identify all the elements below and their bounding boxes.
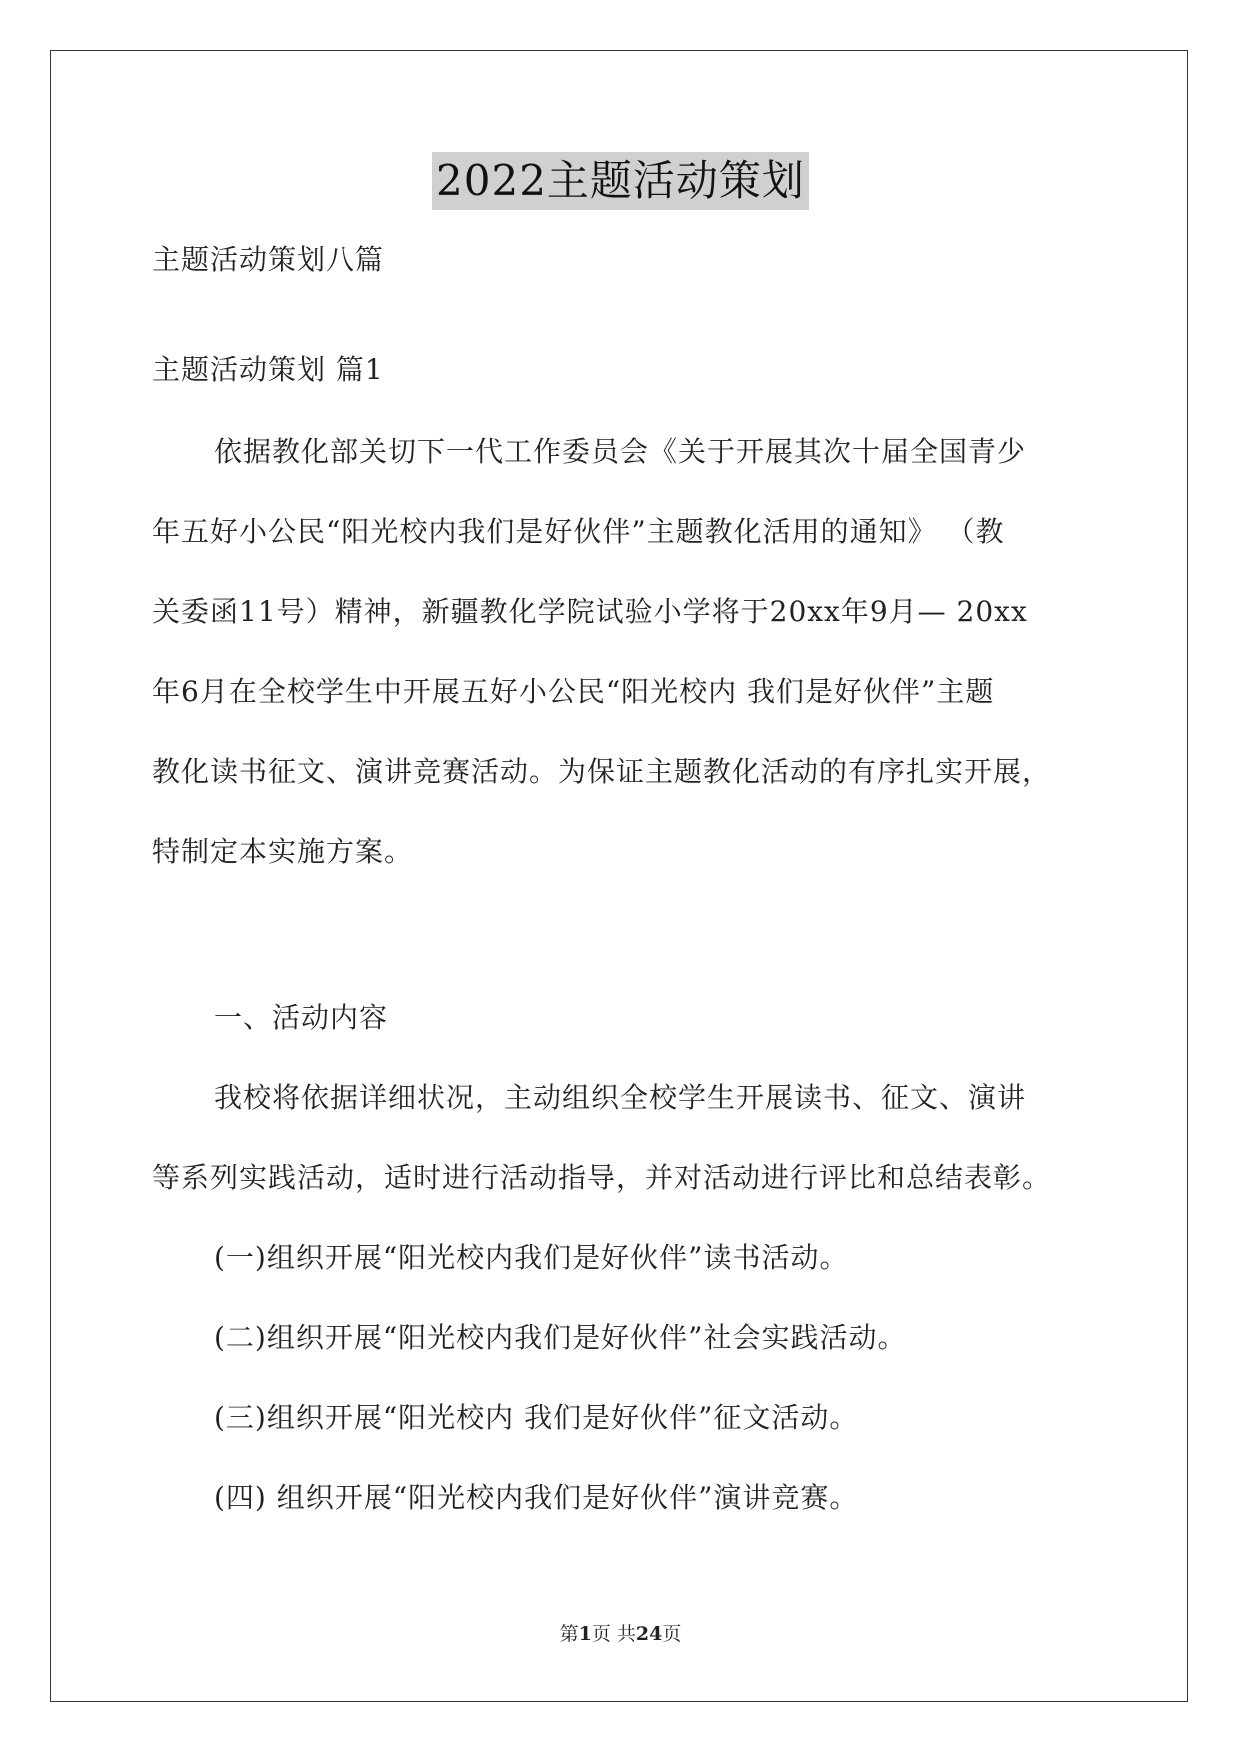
footer-total-pages: 24 — [635, 1623, 663, 1645]
section-heading: 主题活动策划 篇1 — [152, 353, 384, 386]
paragraph1-line: 教化读书征文、演讲竞赛活动。为保证主题教化活动的有序扎实开展， — [152, 755, 1052, 788]
paragraph2-line: 我校将依据详细状况，主动组织全校学生开展读书、征文、演讲 — [214, 1081, 1027, 1114]
footer-middle: 页 共 — [591, 1623, 636, 1645]
activity-item: (一)组织开展“阳光校内我们是好伙伴”读书活动。 — [214, 1241, 849, 1274]
footer-suffix: 页 — [662, 1623, 682, 1645]
activity-item: (三)组织开展“阳光校内 我们是好伙伴”征文活动。 — [214, 1401, 859, 1434]
document-subtitle: 主题活动策划八篇 — [152, 243, 385, 276]
paragraph1-line: 特制定本实施方案。 — [152, 835, 414, 868]
page-border — [50, 50, 1188, 1702]
activity-item: (二)组织开展“阳光校内我们是好伙伴”社会实践活动。 — [214, 1321, 907, 1354]
paragraph1-line: 年五好小公民“阳光校内我们是好伙伴”主题教化活用的通知》 （教 — [152, 515, 1005, 548]
document-title: 2022主题活动策划 — [432, 152, 809, 210]
footer-current-page: 1 — [578, 1623, 592, 1645]
page-footer — [0, 1621, 1241, 1647]
paragraph1-line: 关委函11号）精神，新疆教化学院试验小学将于20xx年9月— 20xx — [152, 595, 1028, 628]
activity-item: (四) 组织开展“阳光校内我们是好伙伴”演讲竞赛。 — [214, 1481, 859, 1514]
footer-prefix: 第 — [559, 1623, 579, 1645]
title-container — [0, 152, 1241, 210]
paragraph2-line: 等系列实践活动，适时进行活动指导，并对活动进行评比和总结表彰。 — [152, 1161, 1052, 1194]
paragraph1-line: 年6月在全校学生中开展五好小公民“阳光校内 我们是好伙伴”主题 — [152, 675, 995, 708]
heading-activity-content: 一、活动内容 — [214, 1001, 389, 1034]
paragraph1-line: 依据教化部关切下一代工作委员会《关于开展其次十届全国青少 — [214, 435, 1027, 468]
